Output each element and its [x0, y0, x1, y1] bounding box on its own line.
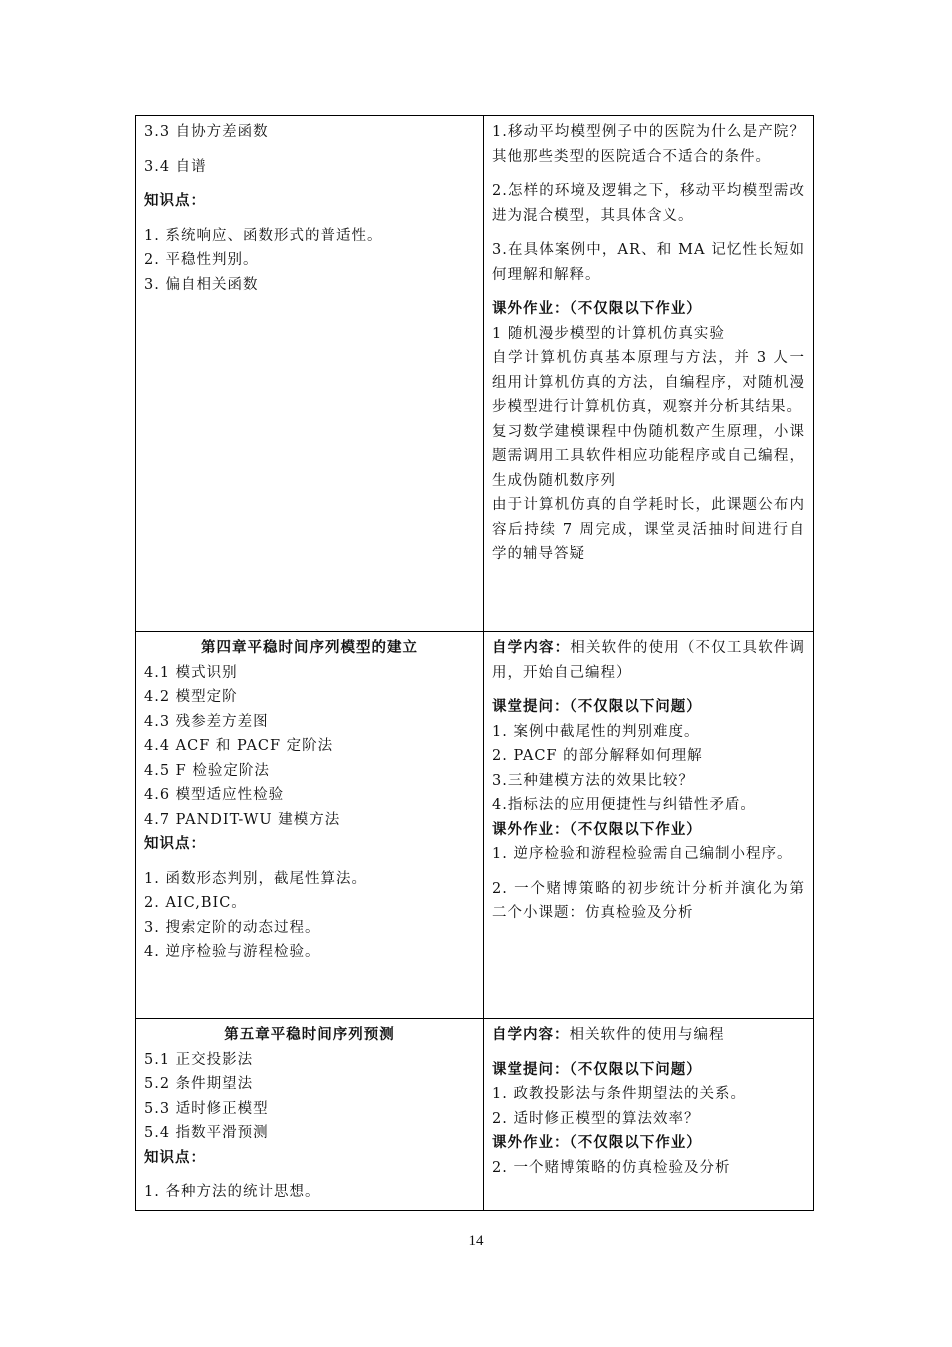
knowledge-point: 2. AIC,BIC。	[144, 895, 247, 911]
homework-text: 自学计算机仿真基本原理与方法，并 3 人一组用计算机仿真的方法，自编程序，对随机漫步模型进行计算机仿真，观察并分析其结果。	[492, 350, 805, 415]
section-item: 3.3 自协方差函数	[144, 124, 269, 140]
section-item: 5.3 适时修正模型	[144, 1100, 269, 1117]
class-question: 1. 政教投影法与条件期望法的关系。	[492, 1086, 746, 1102]
activities-cell	[484, 632, 814, 1019]
question-label: 课堂提问：（不仅限以下问题）	[492, 1060, 702, 1078]
section-item: 3.4 自谱	[144, 158, 207, 175]
class-question: 4.指标法的应用便捷性与纠错性矛盾。	[492, 797, 756, 813]
knowledge-point: 1. 各种方法的统计思想。	[144, 1184, 321, 1200]
class-question: 2. PACF 的部分解释如何理解	[492, 748, 703, 764]
self-study-label: 自学内容：	[492, 639, 571, 656]
class-question: 1.移动平均模型例子中的医院为什么是产院？其他那些类型的医院适合不适合的条件。	[492, 124, 805, 165]
chapter-title: 第四章平稳时间序列模型的建立	[201, 639, 418, 656]
homework-text: 2. 一个赌博策略的初步统计分析并演化为第二个小课题：仿真检验及分析	[492, 880, 805, 921]
section-item: 4.6 模型适应性检验	[144, 787, 285, 803]
class-question: 1. 案例中截尾性的判别难度。	[492, 723, 700, 740]
topics-cell	[136, 116, 484, 632]
class-question: 3.在具体案例中，AR、和 MA 记忆性长短如何理解和解释。	[492, 242, 805, 283]
activities-cell	[484, 1019, 814, 1211]
section-item: 5.2 条件期望法	[144, 1076, 254, 1092]
section-item: 5.1 正交投影法	[144, 1051, 254, 1068]
knowledge-point: 2. 平稳性判别。	[144, 252, 259, 268]
table-row	[136, 632, 814, 1019]
question-label: 课堂提问：（不仅限以下问题）	[492, 698, 702, 715]
self-study	[492, 1023, 805, 1048]
chapter-title: 第五章平稳时间序列预测	[224, 1026, 395, 1043]
class-question: 2.怎样的环境及逻辑之下，移动平均模型需改进为混合模型，其具体含义。	[492, 183, 805, 224]
table-row	[136, 116, 814, 632]
knowledge-point: 3. 偏自相关函数	[144, 276, 259, 293]
section-item: 4.2 模型定阶	[144, 689, 238, 705]
knowledge-label: 知识点：	[144, 192, 206, 209]
self-study-text: 相关软件的使用（不仅工具软件调用，开始自己编程）	[492, 640, 806, 681]
knowledge-label: 知识点：	[144, 835, 206, 852]
homework-title: 1 随机漫步模型的计算机仿真实验	[492, 325, 725, 342]
homework-text: 由于计算机仿真的自学耗时长，此课题公布内容后持续 7 周完成，课堂灵活抽时间进行自学的辅导答疑	[492, 497, 805, 562]
self-study-text: 相关软件的使用与编程	[569, 1027, 725, 1043]
section-item: 4.3 残参差方差图	[144, 713, 269, 730]
topics-cell	[136, 1019, 484, 1211]
self-study	[492, 636, 805, 685]
section-item: 5.4 指数平滑预测	[144, 1125, 269, 1141]
section-item: 4.5 F 检验定阶法	[144, 762, 270, 779]
knowledge-label: 知识点：	[144, 1148, 206, 1166]
homework-label: 课外作业：（不仅限以下作业）	[492, 1134, 702, 1151]
table-row	[136, 1019, 814, 1211]
homework-label: 课外作业：（不仅限以下作业）	[492, 300, 702, 317]
homework-label: 课外作业：（不仅限以下作业）	[492, 820, 702, 838]
page-number: 14	[468, 1233, 484, 1249]
class-question: 3.三种建模方法的效果比较？	[492, 772, 694, 789]
homework-text: 复习数学建模课程中伪随机数产生原理，小课题需调用工具软件相应功能程序或自己编程，生成伪随机数序列	[492, 423, 805, 489]
self-study-label: 自学内容：	[492, 1026, 570, 1043]
section-item: 4.1 模式识别	[144, 664, 238, 681]
knowledge-point: 1. 函数形态判别，截尾性算法。	[144, 870, 367, 887]
homework-text: 2. 一个赌博策略的仿真检验及分析	[492, 1159, 731, 1176]
class-question: 2. 适时修正模型的算法效率？	[492, 1110, 700, 1127]
topics-cell	[136, 632, 484, 1019]
section-item: 4.4 ACF 和 PACF 定阶法	[144, 738, 334, 754]
section-item: 4.7 PANDIT-WU 建模方法	[144, 811, 341, 828]
knowledge-point: 4. 逆序检验与游程检验。	[144, 944, 321, 960]
knowledge-point: 1. 系统响应、函数形式的普适性。	[144, 227, 383, 244]
knowledge-point: 3. 搜索定阶的动态过程。	[144, 919, 321, 936]
syllabus-table	[135, 115, 814, 1211]
homework-text: 1. 逆序检验和游程检验需自己编制小程序。	[492, 846, 793, 862]
activities-cell	[484, 116, 814, 632]
